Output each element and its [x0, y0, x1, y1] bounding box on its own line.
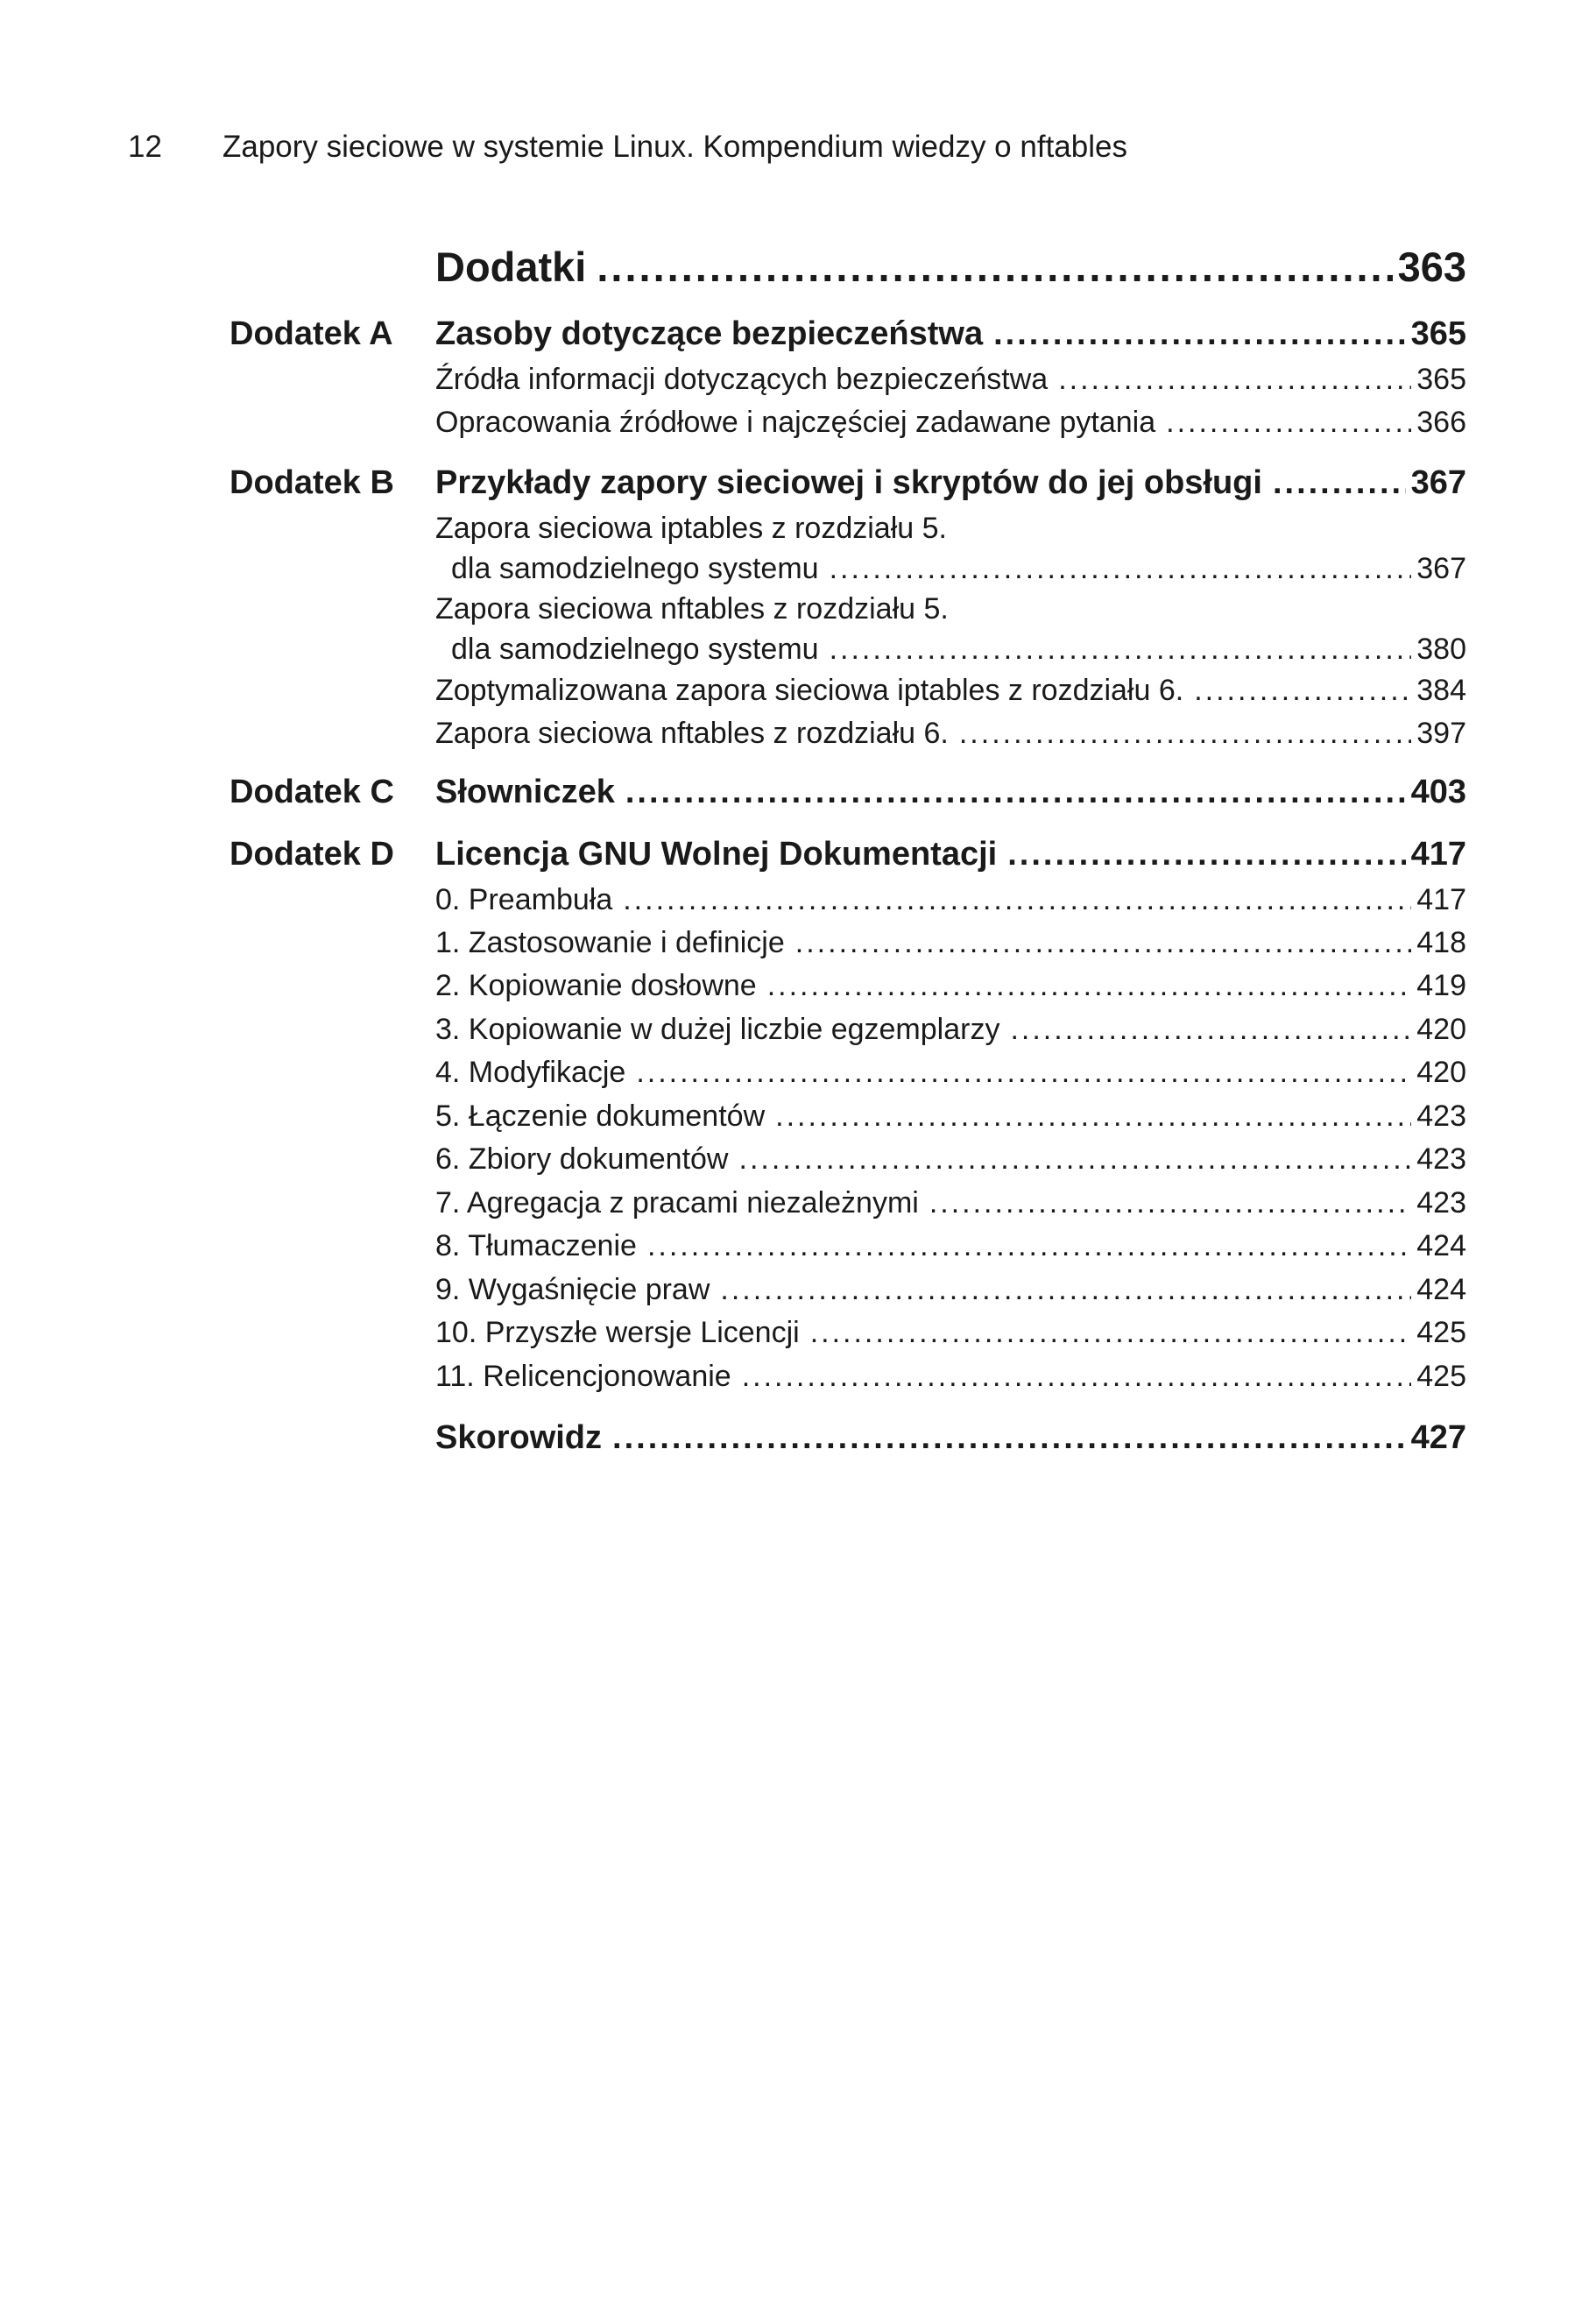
toc-section[interactable]: [435, 923, 1466, 963]
toc-page-number: 419: [1416, 969, 1466, 1002]
toc-appendix-a[interactable]: [435, 313, 1466, 355]
toc-section-title: 7. Agregacja z pracami niezależnymi: [435, 1186, 919, 1220]
dot-leader: [929, 1183, 1411, 1223]
toc-section[interactable]: [435, 713, 1466, 753]
toc-page-number: 365: [1410, 315, 1466, 352]
dot-leader: [739, 1139, 1412, 1179]
dot-leader: [742, 1356, 1412, 1396]
toc-page-number: 420: [1416, 1013, 1466, 1046]
toc-section-title-continuation: [435, 548, 1466, 589]
toc-page-number: 363: [1397, 244, 1466, 290]
toc-page-number: 367: [1410, 464, 1466, 501]
toc-page-number: 424: [1416, 1229, 1466, 1262]
toc-page-number: 380: [1416, 633, 1466, 666]
dot-leader: [623, 880, 1411, 920]
toc-section-title: 4. Modyfikacje: [435, 1056, 626, 1089]
toc-appendix-d[interactable]: [435, 833, 1466, 875]
toc-section[interactable]: [435, 1096, 1466, 1136]
toc-page-number: 397: [1416, 717, 1466, 750]
toc-section[interactable]: [435, 1052, 1466, 1092]
toc-section-title: dla samodzielnego systemu: [451, 633, 819, 666]
dot-leader: [1058, 359, 1411, 399]
toc-appendix-title: Przykłady zapory sieciowej i skryptów do jej obsługi: [435, 464, 1262, 501]
appendix-label-d: Dodatek D: [230, 836, 394, 873]
dot-leader: [993, 313, 1405, 355]
toc-section[interactable]: [435, 1009, 1466, 1050]
toc-section[interactable]: [435, 1312, 1466, 1353]
toc-page-number: 423: [1416, 1099, 1466, 1133]
running-title: Zapory sieciowe w systemie Linux. Kompendium wiedzy o nftables: [222, 130, 1127, 164]
toc-page-number: 367: [1416, 552, 1466, 585]
toc-section-title: 2. Kopiowanie dosłowne: [435, 969, 757, 1002]
dot-leader: [767, 965, 1412, 1006]
dot-leader: [830, 629, 1412, 669]
toc-page-number: 424: [1416, 1273, 1466, 1306]
toc-section-title: Zapora sieciowa nftables z rozdziału 6.: [435, 717, 949, 750]
toc-appendix-title: Licencja GNU Wolnej Dokumentacji: [435, 836, 998, 873]
toc-section[interactable]: [435, 1356, 1466, 1396]
dot-leader: [636, 1052, 1411, 1092]
toc-section-title: dla samodzielnego systemu: [451, 552, 819, 585]
toc-section-title: Opracowania źródłowe i najczęściej zadawane pytania: [435, 406, 1156, 439]
toc-section-title: 1. Zastosowanie i definicje: [435, 926, 785, 959]
toc-section[interactable]: [435, 880, 1466, 920]
toc-section[interactable]: [435, 670, 1466, 711]
toc-appendix-title: Zasoby dotyczące bezpieczeństwa: [435, 315, 984, 352]
dot-leader: [795, 923, 1411, 963]
toc-section[interactable]: [435, 1183, 1466, 1223]
dot-leader: [830, 548, 1412, 589]
dot-leader: [625, 771, 1406, 813]
toc-page-number: 425: [1416, 1316, 1466, 1349]
dot-leader: [1273, 462, 1406, 504]
toc-section-title: 10. Przyszłe wersje Licencji: [435, 1316, 800, 1349]
dot-leader: [810, 1312, 1412, 1353]
dot-leader: [647, 1226, 1411, 1266]
toc-section[interactable]: [435, 965, 1466, 1006]
toc-section-title: 11. Relicencjonowanie: [435, 1360, 731, 1393]
toc-section-title: 8. Tłumaczenie: [435, 1229, 637, 1262]
appendix-label-b: Dodatek B: [230, 464, 394, 501]
dot-leader: [720, 1269, 1411, 1310]
dot-leader: [775, 1096, 1411, 1136]
toc-index[interactable]: [435, 1417, 1466, 1459]
toc-section[interactable]: [435, 1269, 1466, 1310]
toc-section-title: Zapora sieciowa nftables z rozdziału 5.: [435, 592, 949, 626]
toc-page-number: 403: [1410, 774, 1466, 810]
toc-part-title: Dodatki: [435, 244, 587, 290]
toc-section-title: 0. Preambuła: [435, 883, 613, 916]
toc-section-title: 6. Zbiory dokumentów: [435, 1142, 729, 1176]
dot-leader: [1010, 1009, 1411, 1050]
toc-appendix-b[interactable]: [435, 462, 1466, 504]
toc-section-title: 9. Wygaśnięcie praw: [435, 1273, 710, 1306]
toc-part-dodatki[interactable]: [435, 242, 1466, 293]
toc-section[interactable]: [435, 589, 1466, 669]
toc-page-number: 417: [1410, 836, 1466, 873]
toc-page-number: 425: [1416, 1360, 1466, 1393]
toc-page-number: 423: [1416, 1142, 1466, 1176]
toc-appendix-title: Słowniczek: [435, 774, 615, 810]
toc-page-number: 420: [1416, 1056, 1466, 1089]
toc-section[interactable]: [435, 1226, 1466, 1266]
appendix-label-c: Dodatek C: [230, 774, 394, 810]
toc-page-number: 423: [1416, 1186, 1466, 1220]
toc-section-title: Zoptymalizowana zapora sieciowa iptables z rozdziału 6.: [435, 674, 1184, 707]
toc-page-number: 366: [1416, 406, 1466, 439]
appendix-label-a: Dodatek A: [230, 315, 393, 352]
toc-page-number: 417: [1416, 883, 1466, 916]
toc-section[interactable]: [435, 359, 1466, 399]
toc-section-title: 5. Łączenie dokumentów: [435, 1099, 766, 1133]
toc-section[interactable]: [435, 402, 1466, 442]
dot-leader: [1194, 670, 1411, 711]
dot-leader: [612, 1417, 1406, 1459]
dot-leader: [959, 713, 1411, 753]
toc-appendix-c[interactable]: [435, 771, 1466, 813]
toc-index-title: Skorowidz: [435, 1419, 603, 1456]
dot-leader: [1007, 833, 1405, 875]
toc-section[interactable]: [435, 1139, 1466, 1179]
toc-page-number: 365: [1416, 363, 1466, 396]
toc-section-title: Zapora sieciowa iptables z rozdziału 5.: [435, 512, 947, 545]
toc-section-title: 3. Kopiowanie w dużej liczbie egzemplarzy: [435, 1013, 1000, 1046]
page-number: 12: [128, 130, 162, 164]
toc-section-title-continuation: [435, 629, 1466, 669]
toc-page-number: 384: [1416, 674, 1466, 707]
toc-page-number: 427: [1410, 1419, 1466, 1456]
dot-leader: [597, 242, 1392, 293]
toc-page-number: 418: [1416, 926, 1466, 959]
toc-section-title: Źródła informacji dotyczących bezpieczeństwa: [435, 363, 1049, 396]
toc-section[interactable]: [435, 508, 1466, 589]
dot-leader: [1166, 402, 1411, 442]
